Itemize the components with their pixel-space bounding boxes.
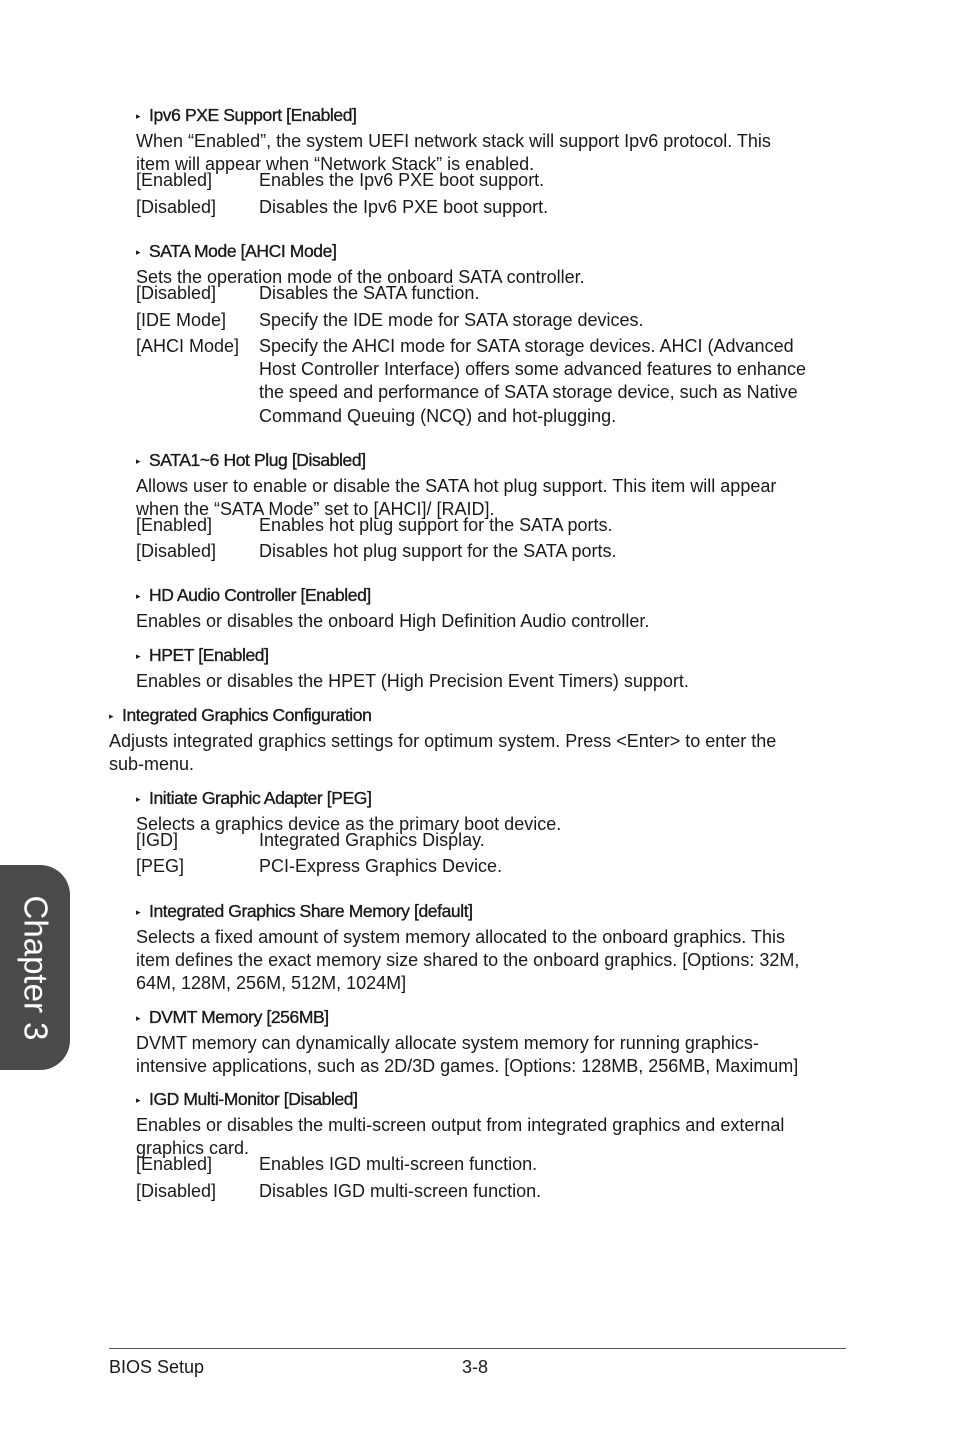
description-line: When “Enabled”, the system UEFI network stack will support Ipv6 protocol. This [136, 131, 771, 151]
option-key: [IGD] [136, 830, 179, 850]
option-key: [Disabled] [136, 1181, 217, 1201]
description-line: Sets the operation mode of the onboard SATA controller. [136, 267, 585, 287]
triangle-right-icon: ▸ [136, 1013, 141, 1023]
option-key: [Disabled] [136, 283, 217, 303]
description-line: Enables or disables the HPET (High Precision Event Timers) support. [136, 671, 689, 691]
section-heading-text: Integrated Graphics Configuration [122, 705, 372, 725]
section-heading-text: SATA1~6 Hot Plug [Disabled] [149, 450, 366, 470]
section-heading [136, 104, 357, 129]
section-heading-text: SATA Mode [AHCI Mode] [149, 241, 337, 261]
section-heading [136, 584, 371, 609]
option-description: Disables hot plug support for the SATA ports. [259, 541, 617, 561]
section-heading [136, 1006, 329, 1031]
section-heading-text: HPET [Enabled] [149, 645, 269, 665]
triangle-right-icon: ▸ [136, 794, 141, 804]
section-heading [136, 240, 336, 265]
option-description: the speed and performance of SATA storage device, such as Native [259, 382, 798, 403]
description-line: Selects a fixed amount of system memory allocated to the onboard graphics. This [136, 927, 785, 947]
option-description: Enables the Ipv6 PXE boot support. [259, 170, 545, 190]
chapter-label: Chapter 3 [17, 895, 54, 1040]
triangle-right-icon: ▸ [136, 456, 141, 466]
triangle-right-icon: ▸ [136, 591, 141, 601]
option-description: PCI-Express Graphics Device. [259, 856, 503, 876]
option-description: Integrated Graphics Display. [259, 830, 485, 850]
description-line: item will appear when “Network Stack” is enabled. [136, 154, 535, 175]
description-line: 64M, 128M, 256M, 512M, 1024M] [136, 973, 407, 994]
description-line: item defines the exact memory size shared to the onboard graphics. [Options: 32M, [136, 950, 800, 971]
section-heading-text: Integrated Graphics Share Memory [default] [149, 901, 473, 921]
option-description: Command Queuing (NCQ) and hot-plugging. [259, 405, 617, 426]
option-description: Host Controller Interface) offers some advanced features to enhance [259, 359, 806, 380]
triangle-right-icon: ▸ [136, 907, 141, 917]
description-line: intensive applications, such as 2D/3D games. [Options: 128MB, 256MB, Maximum] [136, 1056, 799, 1077]
section-heading-text: IGD Multi-Monitor [Disabled] [149, 1089, 358, 1109]
description-line: Enables or disables the onboard High Definition Audio controller. [136, 611, 650, 631]
section-heading [136, 449, 366, 474]
description-line: Allows user to enable or disable the SATA hot plug support. This item will appear [136, 476, 777, 496]
triangle-right-icon: ▸ [136, 111, 141, 121]
description-line: Adjusts integrated graphics settings for optimum system. Press <Enter> to enter the [109, 731, 777, 751]
option-description: Specify the IDE mode for SATA storage devices. [259, 310, 644, 330]
description-line: when the “SATA Mode” set to [AHCI]/ [RAID]. [136, 499, 495, 520]
option-key: [Enabled] [136, 1154, 213, 1174]
section-heading [136, 900, 473, 925]
section-heading [109, 704, 371, 729]
triangle-right-icon: ▸ [136, 1095, 141, 1105]
option-description: Specify the AHCI mode for SATA storage devices. AHCI (Advanced [259, 336, 794, 356]
option-key: [AHCI Mode] [136, 336, 240, 356]
description-line: graphics card. [136, 1138, 250, 1159]
triangle-right-icon: ▸ [109, 711, 114, 721]
option-description: Enables IGD multi-screen function. [259, 1154, 538, 1174]
option-description: Disables the Ipv6 PXE boot support. [259, 197, 549, 217]
description-line: sub-menu. [109, 754, 195, 775]
footer-rule [109, 1348, 846, 1349]
triangle-right-icon: ▸ [136, 651, 141, 661]
option-key: [Disabled] [136, 197, 217, 217]
page-number: 3-8 [462, 1357, 489, 1377]
description-line: Enables or disables the multi-screen output from integrated graphics and external [136, 1115, 785, 1135]
option-key: [IDE Mode] [136, 310, 227, 330]
chapter-label-wrap [0, 865, 70, 1070]
section-heading-text: Ipv6 PXE Support [Enabled] [149, 105, 357, 125]
description-line: Selects a graphics device as the primary boot device. [136, 814, 562, 834]
triangle-right-icon: ▸ [136, 247, 141, 257]
option-description: Disables IGD multi-screen function. [259, 1181, 542, 1201]
description-line: DVMT memory can dynamically allocate system memory for running graphics- [136, 1033, 759, 1053]
section-heading-text: HD Audio Controller [Enabled] [149, 585, 371, 605]
section-heading-text: DVMT Memory [256MB] [149, 1007, 329, 1027]
option-description: Disables the SATA function. [259, 283, 480, 303]
option-key: [Enabled] [136, 515, 213, 535]
section-heading-text: Initiate Graphic Adapter [PEG] [149, 788, 372, 808]
option-description: Enables hot plug support for the SATA ports. [259, 515, 613, 535]
footer-title: BIOS Setup [109, 1357, 205, 1377]
section-heading [136, 1088, 358, 1113]
option-key: [PEG] [136, 856, 185, 876]
option-key: [Enabled] [136, 170, 213, 190]
section-heading [136, 644, 269, 669]
option-key: [Disabled] [136, 541, 217, 561]
section-heading [136, 787, 371, 812]
